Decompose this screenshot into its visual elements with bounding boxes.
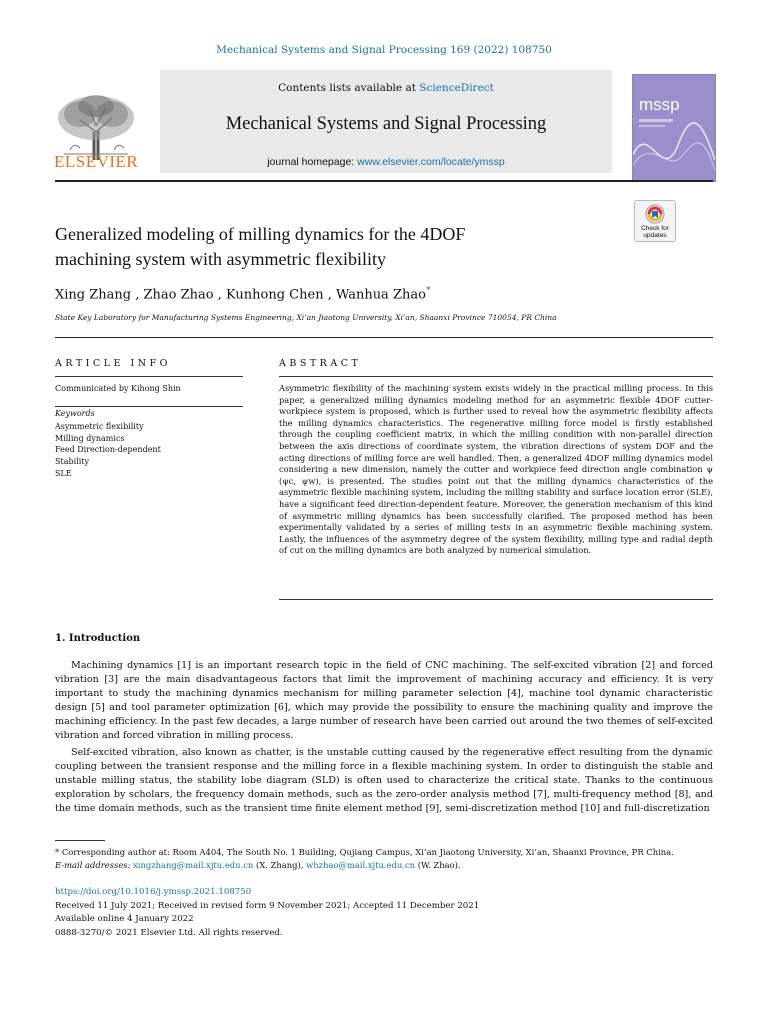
- email-label: E-mail addresses:: [55, 860, 134, 870]
- homepage-prefix: journal homepage:: [267, 156, 358, 168]
- received-dates: Received 11 July 2021; Received in revised form 9 November 2021; Accepted 11 December 2021: [55, 900, 480, 911]
- header-rule: [55, 180, 713, 182]
- keyword-item: SLE: [55, 468, 72, 478]
- authors-line: [55, 286, 430, 302]
- copyright: 0888-3270/© 2021 Elsevier Ltd. All rights reserved.: [55, 927, 283, 938]
- affiliation: State Key Laboratory for Manufacturing Systems Engineering, Xi’an Jiaotong University, Xi’an, Shaanxi Province 710054, PR China: [55, 313, 557, 322]
- abstract-text: Asymmetric flexibility of the machining system exists widely in the practical milling process. In this paper, a generalized milling dynamics modeling method for an asymmetric flexible 4DOF cutter-workpiece system is proposed, which is further used to reveal how the asymmetric flexibility affects the milling dynamics characteristics. The regenerative milling force model is firstly established through the coupling coefficient matrix, in which the milling condition with non-parallel direction between the axis directions of coordinate system, the vibration directions of system DOF and the acting directions of milling force are well handled. Then, a generalized 4DOF milling dynamics model considering a new dimension, namely the cutter and workpiece feed direction angle combination ψ (ψc, ψw), is presented. The studies point out that the milling dynamics characteristics of the asymmetric flexible machining system, including the milling stability and surface location error (SLE), have a significant feed direction-dependent feature. Moreover, the generation mechanism of this kind of asymmetric milling dynamics has been successfully clarified. The proposed method has been experimentally validated by a series of milling tests in an asymmetric flexible machining system. Lastly, the influences of the asymmetry degree of the system flexibility, milling type and radial depth of cut on the milling dynamics are both analyzed by numerical simulation.: [279, 383, 713, 556]
- available-online: Available online 4 January 2022: [55, 914, 194, 924]
- check-for-updates-label: Check for updates: [641, 225, 669, 239]
- footnote-rule: [55, 840, 105, 841]
- email-line: [55, 859, 674, 872]
- corresponding-author-mark[interactable]: *: [425, 286, 431, 296]
- keywords-heading: Keywords: [55, 409, 95, 418]
- article-info-rule-mid: [55, 406, 243, 407]
- abstract-rule-top: [279, 376, 713, 377]
- article-title: [55, 222, 595, 272]
- check-for-updates-button[interactable]: [634, 200, 676, 242]
- title-line-2: machining system with asymmetric flexibility: [55, 249, 386, 269]
- communicated-by: Communicated by Kihong Shin: [55, 384, 181, 393]
- publication-info: [55, 886, 479, 940]
- article-info-heading: ARTICLE INFO: [55, 358, 171, 369]
- keywords-list: [55, 421, 161, 480]
- keyword-item: Feed Direction-dependent: [55, 445, 161, 455]
- email-link-zhao[interactable]: whzhao@mail.xjtu.edu.cn: [306, 860, 416, 870]
- keyword-item: Asymmetric flexibility: [55, 422, 144, 431]
- email-name-zhang: (X. Zhang),: [253, 860, 307, 870]
- crossmark-icon: [645, 204, 665, 224]
- authors: Xing Zhang , Zhao Zhao , Kunhong Chen , Wanhua Zhao: [55, 287, 426, 303]
- email-name-zhao: (W. Zhao).: [415, 860, 461, 870]
- body-paragraph-1: Machining dynamics [1] is an important research topic in the field of CNC machining. The self-excited vibration [2] and forced vibration [3] are the main disadvantageous factors that limit the improvement of machining accuracy and efficiency. It is very important to study the machining dynamics mechanism for milling parameter selection [4], machine tool dynamic characteristic design [5] and tool parameter optimization [6], which may provide the possibility to ensure the machining quality and improve the machining efficiency. In the past few decades, a large number of research have been carried out around the two themes of self-excited vibration and forced vibration in milling process.: [55, 660, 713, 741]
- abstract-heading: ABSTRACT: [279, 358, 362, 369]
- footnote: [55, 846, 674, 872]
- title-line-1: Generalized modeling of milling dynamics for the 4DOF: [55, 224, 466, 244]
- journal-cover[interactable]: [632, 74, 716, 182]
- email-link-zhang[interactable]: xingzhang@mail.xjtu.edu.cn: [133, 860, 254, 870]
- title-rule: [55, 337, 713, 338]
- journal-title: Mechanical Systems and Signal Processing: [225, 114, 547, 134]
- running-head[interactable]: Mechanical Systems and Signal Processing 169 (2022) 108750: [216, 44, 552, 56]
- corresponding-author-note: * Corresponding author at: Room A404, The South No. 1 Building, Qujiang Campus, Xi’an Jiaotong University, Xi’an, Shaanxi Province, PR China.: [55, 847, 674, 857]
- abstract-rule-bottom: [279, 599, 713, 600]
- doi-link[interactable]: https://doi.org/10.1016/j.ymssp.2021.108750: [55, 887, 252, 897]
- keyword-item: Milling dynamics: [55, 433, 125, 443]
- cover-wave-icon: [633, 115, 715, 181]
- body-paragraph-2: Self-excited vibration, also known as chatter, is the unstable cutting caused by the regenerative effect resulting from the dynamic coupling between the transient response and the milling force in a flexible machining system. In order to distinguish the stable and unstable milling status, the stability lobe diagram (SLD) is often used to characterize the critical state. Thanks to the continuous exploration by scholars, the frequency domain methods, such as the zero-order analysis method [7], multi-frequency method [8], and the time domain methods, such as the transient time finite element method [9], semi-discretization method [10] and full-discretization: [55, 747, 713, 814]
- cover-title: mssp: [639, 95, 680, 114]
- sciencedirect-link[interactable]: ScienceDirect: [419, 82, 494, 94]
- section-heading-introduction: 1. Introduction: [55, 633, 141, 644]
- journal-banner: [160, 70, 612, 173]
- keyword-item: Stability: [55, 457, 89, 467]
- elsevier-wordmark: ELSEVIER: [54, 152, 139, 171]
- homepage-link[interactable]: www.elsevier.com/locate/ymssp: [357, 156, 505, 168]
- contents-prefix: Contents lists available at: [278, 82, 420, 94]
- contents-line: [160, 82, 612, 94]
- homepage-line: [160, 156, 612, 168]
- article-info-rule-top: [55, 376, 243, 377]
